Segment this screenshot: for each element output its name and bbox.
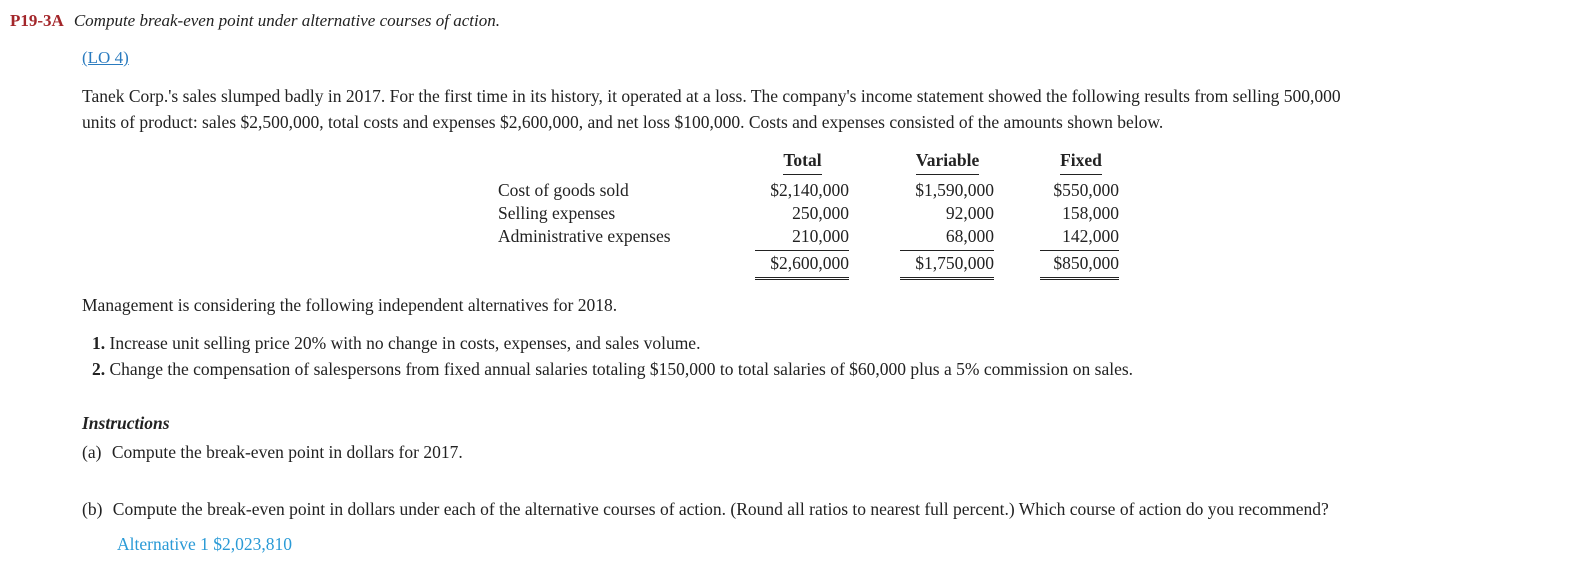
instruction-a-label: (a) [82, 442, 102, 462]
row-label-admin: Administrative expenses [498, 226, 671, 246]
problem-title: Compute break-even point under alternative courses of action. [73, 11, 500, 30]
alternative-1-number: 1. [92, 333, 106, 353]
instruction-a-text: Compute the break-even point in dollars for 2017. [111, 442, 463, 462]
cell-admin-total: 210,000 [792, 226, 849, 246]
alternative-1 [92, 330, 700, 356]
instruction-b [82, 496, 1329, 522]
cell-selling-total: 250,000 [792, 203, 849, 223]
cell-cogs-variable: $1,590,000 [915, 180, 994, 200]
alternative-2-number: 2. [92, 359, 106, 379]
header-fixed: Fixed [1041, 150, 1121, 175]
answer-alternative-1: Alternative 1 $2,023,810 [117, 534, 292, 554]
cell-total-total: $2,600,000 [755, 250, 849, 280]
cell-total-variable: $1,750,000 [900, 250, 994, 280]
cell-admin-fixed: 142,000 [1062, 226, 1119, 246]
instruction-b-text: Compute the break-even point in dollars under each of the alternative courses of action. (Round all ratios to nearest full percent.) Which course of action do you recommend? [112, 499, 1329, 519]
header-variable: Variable [900, 150, 995, 175]
management-intro: Management is considering the following independent alternatives for 2018. [82, 295, 618, 315]
instructions-heading: Instructions [82, 413, 170, 433]
cell-selling-fixed: 158,000 [1062, 203, 1119, 223]
cell-cogs-total: $2,140,000 [770, 180, 849, 200]
intro-line-2: units of product: sales $2,500,000, total costs and expenses $2,600,000, and net loss $100,000. Costs and expenses consisted of the amounts shown below. [82, 112, 1164, 132]
cell-cogs-fixed: $550,000 [1053, 180, 1119, 200]
alternative-1-text: Increase unit selling price 20% with no change in costs, expenses, and sales volume. [109, 333, 701, 353]
cell-admin-variable: 68,000 [945, 226, 994, 246]
header-total: Total [755, 150, 850, 175]
alternative-2-text: Change the compensation of salespersons from fixed annual salaries totaling $150,000 to total salaries of $60,000 plus a 5% commission on sales. [109, 359, 1134, 379]
cell-selling-variable: 92,000 [945, 203, 994, 223]
row-label-selling: Selling expenses [498, 203, 616, 223]
learning-objective-link[interactable]: (LO 4) [82, 48, 129, 67]
problem-header [10, 11, 500, 31]
cell-total-fixed: $850,000 [1040, 250, 1119, 280]
alternative-2 [92, 356, 1133, 382]
instruction-a [82, 439, 463, 465]
problem-code: P19-3A [10, 11, 64, 30]
intro-line-1: Tanek Corp.'s sales slumped badly in 2017. For the first time in its history, it operated at a loss. The company's income statement showed the following results from selling 500,000 [82, 86, 1341, 106]
instruction-b-label: (b) [82, 499, 103, 519]
row-label-cogs: Cost of goods sold [498, 180, 629, 200]
